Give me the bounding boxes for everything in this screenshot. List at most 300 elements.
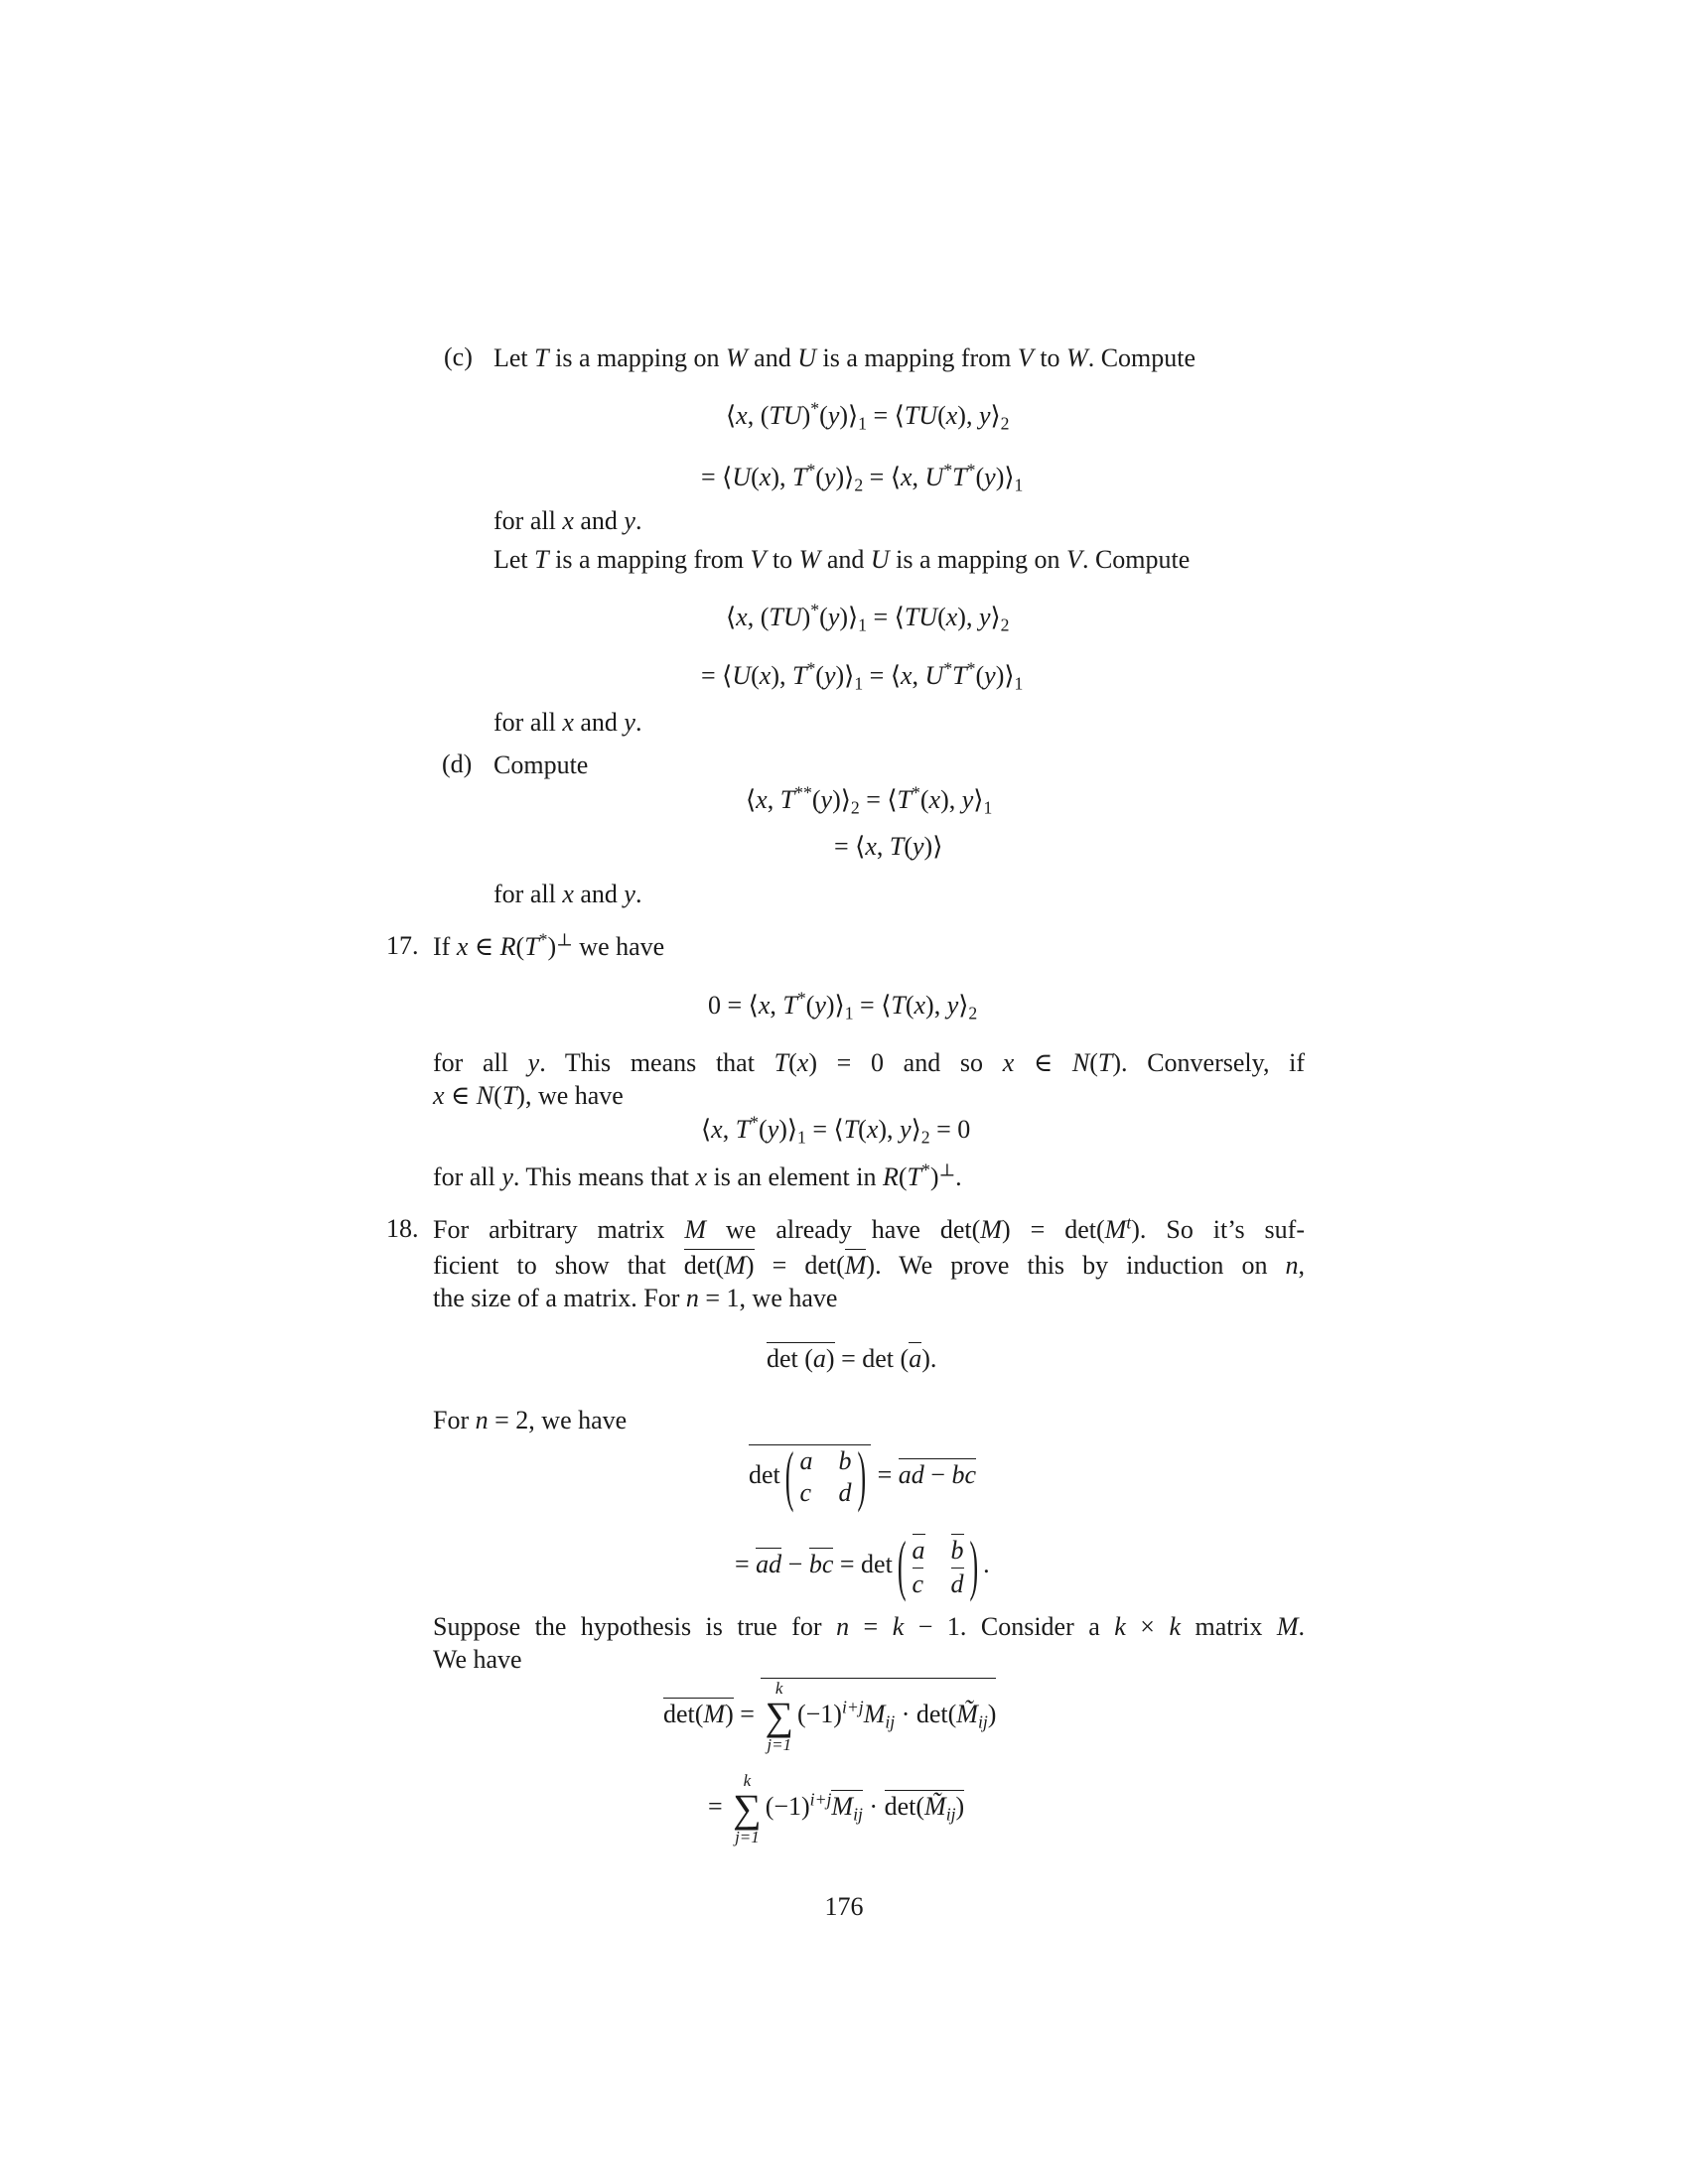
- math-text: y: [823, 661, 836, 690]
- left-paren: (: [897, 1528, 907, 1603]
- math-text: = ⟨: [701, 661, 733, 690]
- math-text: (: [937, 603, 946, 631]
- math-text: (: [751, 463, 760, 491]
- math-text: y: [820, 785, 833, 814]
- math-text: T: [843, 1115, 859, 1144]
- math-text: ): [547, 932, 557, 961]
- sum-upper-limit: k: [743, 1771, 752, 1790]
- math-text: = ⟨: [853, 991, 892, 1020]
- math-text: TU: [769, 401, 802, 430]
- math-text: y: [913, 832, 924, 861]
- math-text: (: [815, 661, 824, 690]
- math-text: we already have det(: [706, 1215, 981, 1244]
- math-text: x: [914, 991, 926, 1020]
- math-text: ⊥: [938, 1160, 956, 1180]
- overline-group: [756, 1548, 769, 1579]
- for-all-text: [493, 879, 641, 910]
- math-text: ∈: [444, 1081, 477, 1110]
- math-text: = ⟨: [867, 401, 905, 430]
- overline-group: [951, 1534, 964, 1566]
- overline-group: [769, 1548, 781, 1579]
- math-text: (d): [442, 750, 473, 778]
- math-text: y: [624, 506, 635, 535]
- math-text: .: [1298, 1612, 1306, 1641]
- math-text: (−1): [765, 1791, 810, 1821]
- math-text: V: [750, 545, 767, 574]
- math-text: ⊥: [556, 929, 573, 950]
- math-text: T: [791, 463, 807, 491]
- math-text: M: [724, 1251, 746, 1280]
- part-c-intro: [493, 342, 1196, 374]
- overline-group: [884, 1790, 965, 1825]
- math-text: )⟩: [825, 991, 845, 1020]
- math-text: y: [900, 1115, 912, 1144]
- math-text: )⟩: [839, 401, 859, 430]
- math-text: , (: [747, 603, 770, 631]
- math-text: d: [950, 1570, 964, 1598]
- math-text: · det(: [895, 1699, 957, 1728]
- math-text: ),: [925, 991, 947, 1020]
- overline-group: [809, 1548, 822, 1579]
- math-text: ,: [722, 1115, 736, 1144]
- math-text: T: [774, 1048, 789, 1077]
- math-text: *: [966, 460, 976, 480]
- math-text: x: [736, 603, 748, 631]
- math-text: ,: [912, 661, 925, 690]
- math-text: Let: [493, 343, 535, 372]
- overline-group: [663, 1698, 734, 1729]
- equation-1: [726, 400, 1010, 432]
- problem-17-intro: [433, 931, 664, 963]
- math-text: )⟩: [839, 603, 859, 631]
- math-text: x: [866, 1115, 879, 1144]
- for-all-text: [493, 707, 641, 739]
- math-text: x: [562, 880, 574, 908]
- math-text: a: [799, 1446, 813, 1475]
- math-text: ): [825, 1344, 835, 1373]
- math-text: ,: [770, 991, 783, 1020]
- math-text: x: [736, 401, 748, 430]
- math-text: (: [751, 661, 760, 690]
- math-text: (c): [444, 342, 473, 371]
- math-text: = det: [833, 1549, 893, 1578]
- math-text: ∈: [468, 932, 500, 961]
- matrix-entry: [838, 1478, 851, 1508]
- math-text: x: [1002, 1048, 1015, 1077]
- math-text: M: [1276, 1612, 1299, 1641]
- math-text: and: [573, 880, 625, 908]
- math-text: 2: [850, 797, 860, 818]
- math-text: (: [975, 463, 985, 491]
- math-text: and: [573, 506, 625, 535]
- for-all-text: [493, 505, 641, 537]
- math-text: det (: [767, 1344, 813, 1373]
- math-text: (: [788, 1048, 797, 1077]
- math-text: T: [524, 932, 539, 961]
- math-text: ·: [862, 1791, 885, 1821]
- math-text: = 0: [929, 1115, 971, 1144]
- math-text: T: [779, 785, 795, 814]
- math-text: y: [527, 1048, 540, 1077]
- matrix: [783, 1438, 868, 1514]
- math-text: M: [831, 1791, 854, 1821]
- problem-18-text-3: [433, 1283, 837, 1314]
- sigma-symbol: ∑: [733, 1786, 762, 1831]
- math-text: b: [950, 1536, 964, 1565]
- math-text: ⟨: [746, 785, 757, 814]
- math-text: )⟩: [835, 463, 855, 491]
- math-text: TU: [904, 603, 938, 631]
- overline-group: [822, 1548, 834, 1579]
- math-text: U: [732, 463, 752, 491]
- math-text: ): [801, 401, 811, 430]
- math-text: for all: [433, 1048, 528, 1077]
- math-text: y: [984, 463, 996, 491]
- math-text: a: [812, 1344, 826, 1373]
- math-text: ).: [921, 1344, 937, 1373]
- math-text: x: [433, 1081, 445, 1110]
- math-text: (: [819, 603, 828, 631]
- math-text: a: [909, 1344, 922, 1373]
- math-text: ficient to show that: [433, 1251, 684, 1280]
- math-text: y: [827, 603, 840, 631]
- math-text: y: [978, 603, 991, 631]
- math-text: y: [978, 401, 991, 430]
- sum-lower-limit: j=1: [767, 1735, 792, 1754]
- math-text: b: [838, 1446, 852, 1475]
- math-text: *: [538, 929, 548, 950]
- problem-18-text-4: [433, 1405, 627, 1436]
- math-text: (: [975, 661, 985, 690]
- math-text: =: [871, 1459, 899, 1489]
- math-text: (: [937, 401, 946, 430]
- math-text: y: [624, 880, 635, 908]
- math-text: is an element in: [707, 1162, 883, 1191]
- math-text: V: [1017, 343, 1034, 372]
- math-text: (: [815, 463, 824, 491]
- math-text: y: [823, 463, 836, 491]
- math-text: ⟩: [990, 401, 1001, 430]
- math-text: ),: [771, 463, 792, 491]
- math-text: *: [810, 398, 820, 419]
- math-text: (: [905, 991, 914, 1020]
- math-text: *: [912, 782, 920, 803]
- math-text: n: [475, 1406, 489, 1434]
- math-text: .: [634, 506, 642, 535]
- math-text: T: [735, 1115, 751, 1144]
- left-paren: (: [784, 1438, 794, 1514]
- math-text: y: [501, 1162, 513, 1191]
- math-text: (: [858, 1115, 867, 1144]
- math-text: ),: [957, 401, 979, 430]
- math-text: ) = 0 and so: [808, 1048, 1003, 1077]
- math-text: ),: [957, 603, 979, 631]
- math-text: *: [966, 658, 976, 679]
- math-text: det(: [663, 1699, 704, 1728]
- equation-4: [701, 660, 1023, 692]
- math-text: bc: [951, 1459, 976, 1489]
- math-text: is a mapping from: [816, 343, 1018, 372]
- math-text: b: [808, 1549, 822, 1578]
- math-text: .: [983, 1549, 990, 1578]
- math-text: .: [634, 880, 642, 908]
- math-text: .: [955, 1162, 962, 1191]
- math-text: 18.: [386, 1214, 419, 1243]
- math-text: 1: [844, 1003, 854, 1024]
- math-text: y: [624, 708, 635, 737]
- math-text: x: [865, 832, 877, 861]
- problem-18-text-6: [433, 1644, 522, 1676]
- math-text: ad: [898, 1459, 924, 1489]
- math-text: = ⟨: [805, 1115, 844, 1144]
- overline-group: [951, 1568, 964, 1599]
- math-text: for all: [493, 506, 563, 535]
- math-text: ,: [767, 785, 780, 814]
- math-text: ⟩: [958, 991, 969, 1020]
- math-text: (: [1089, 1048, 1098, 1077]
- math-text: (: [898, 1162, 908, 1191]
- math-text: x: [756, 785, 768, 814]
- math-text: 17.: [386, 931, 419, 960]
- math-text: T: [952, 463, 967, 491]
- math-text: ). So it’s suf-: [1131, 1215, 1305, 1244]
- math-text: T: [891, 991, 906, 1020]
- math-text: n: [836, 1612, 850, 1641]
- math-text: (: [919, 785, 929, 814]
- equation-7: [708, 990, 977, 1022]
- problem-17-text-1: [433, 1047, 1305, 1079]
- math-text: y: [814, 991, 826, 1020]
- math-text: T: [534, 343, 549, 372]
- math-text: a: [912, 1536, 925, 1565]
- math-text: T: [782, 991, 797, 1020]
- math-text: x: [695, 1162, 708, 1191]
- matrix-entry: [951, 1534, 964, 1566]
- overline-group: [767, 1342, 835, 1374]
- math-text: a: [756, 1549, 770, 1578]
- overline-group: [909, 1342, 921, 1374]
- math-text: and: [747, 343, 798, 372]
- math-text: =: [708, 1791, 730, 1821]
- math-text: ⟨: [726, 603, 737, 631]
- math-text: ): [745, 1251, 755, 1280]
- math-text: = ⟨: [701, 463, 733, 491]
- math-text: (: [904, 832, 913, 861]
- math-text: k: [1169, 1612, 1181, 1641]
- equation-3: [726, 602, 1010, 633]
- math-text: )⟩: [832, 785, 851, 814]
- matrix-entry: [913, 1534, 925, 1566]
- math-text: x: [759, 661, 772, 690]
- math-text: ): [955, 1791, 965, 1821]
- math-text: c: [799, 1478, 811, 1507]
- right-paren: ): [969, 1528, 979, 1603]
- math-text: We have: [433, 1645, 522, 1674]
- math-text: ,: [912, 463, 925, 491]
- math-text: *: [796, 988, 806, 1009]
- right-paren: ): [857, 1438, 867, 1514]
- math-text: . Compute: [1081, 545, 1191, 574]
- math-text: **: [794, 782, 812, 803]
- problem-18-text-2: [433, 1249, 1305, 1282]
- math-text: T: [897, 785, 912, 814]
- math-text: ): [801, 603, 811, 631]
- math-text: T: [534, 545, 549, 574]
- math-text: )⟩: [995, 661, 1015, 690]
- math-text: t: [1126, 1212, 1132, 1233]
- math-text: 1: [983, 797, 993, 818]
- math-text: Let: [493, 545, 535, 574]
- overline-group: [684, 1249, 755, 1281]
- equation-12: [663, 1678, 996, 1753]
- math-text: = det (: [834, 1344, 910, 1373]
- equation-5: [746, 784, 992, 816]
- math-text: For: [433, 1406, 476, 1434]
- math-text: x: [758, 991, 771, 1020]
- math-text: for all: [493, 708, 563, 737]
- math-text: ). We prove this by induction on: [866, 1251, 1286, 1280]
- math-text: d: [769, 1549, 782, 1578]
- part-d-intro: [493, 750, 588, 781]
- equation-13: [708, 1772, 964, 1845]
- math-text: , (: [747, 401, 770, 430]
- math-text: to: [766, 545, 799, 574]
- math-text: N: [1071, 1048, 1090, 1077]
- math-text: ),: [940, 785, 962, 814]
- math-text: −: [923, 1459, 952, 1489]
- math-text: = 1, we have: [698, 1284, 838, 1312]
- math-text: (: [805, 991, 815, 1020]
- math-text: y: [767, 1115, 779, 1144]
- math-text: 1: [797, 1127, 806, 1148]
- matrix: [896, 1528, 980, 1603]
- problem-18-text-1: [433, 1214, 1305, 1246]
- math-text: M: [684, 1215, 707, 1244]
- math-text: (: [819, 401, 828, 430]
- math-text: y: [961, 785, 974, 814]
- math-text: )⟩: [995, 463, 1015, 491]
- math-text: N: [476, 1081, 494, 1110]
- math-text: R: [499, 932, 516, 961]
- math-text: we have: [572, 932, 665, 961]
- math-text: Compute: [493, 751, 589, 779]
- math-text: . This means that: [539, 1048, 774, 1077]
- math-text: ⟨: [726, 401, 737, 430]
- math-text: T: [907, 1162, 922, 1191]
- math-text: 0 = ⟨: [708, 991, 759, 1020]
- equation-6: [834, 831, 942, 863]
- math-text: c: [821, 1549, 834, 1578]
- overline-group: [749, 1438, 871, 1514]
- math-text: T: [1097, 1048, 1113, 1077]
- overline-group: [913, 1568, 924, 1599]
- page-number: 176: [824, 1892, 864, 1921]
- math-text: *: [943, 460, 953, 480]
- math-text: det(: [683, 1251, 725, 1280]
- math-text: ) = det(: [1001, 1215, 1105, 1244]
- sigma-symbol: ∑: [765, 1694, 793, 1738]
- math-text: = ⟨: [863, 463, 901, 491]
- math-text: (: [811, 785, 821, 814]
- matrix-entry: [951, 1568, 964, 1599]
- equation-8: [701, 1114, 970, 1146]
- math-text: V: [1066, 545, 1082, 574]
- math-text: ,: [1298, 1251, 1306, 1280]
- math-text: TU: [904, 401, 938, 430]
- math-text: 2: [968, 1003, 978, 1024]
- math-text: *: [943, 658, 953, 679]
- math-text: −: [781, 1549, 809, 1578]
- math-text: = ⟨: [834, 832, 866, 861]
- math-text: M̃: [924, 1791, 946, 1821]
- matrix-entry: [838, 1446, 851, 1476]
- math-text: x: [711, 1115, 723, 1144]
- problem-17-label: [386, 931, 419, 961]
- math-text: W: [798, 545, 821, 574]
- math-text: for all: [433, 1162, 502, 1191]
- math-text: ij: [945, 1804, 956, 1825]
- math-text: ): [987, 1699, 997, 1728]
- matrix-entry: [913, 1568, 925, 1599]
- math-text: ⟩: [973, 785, 984, 814]
- math-text: = 2, we have: [488, 1406, 628, 1434]
- math-text: U: [924, 463, 944, 491]
- math-text: .: [634, 708, 642, 737]
- math-text: ij: [977, 1711, 988, 1732]
- math-text: 1: [858, 614, 868, 635]
- math-text: U: [870, 545, 890, 574]
- math-text: ). Conversely, if: [1112, 1048, 1306, 1077]
- math-text: x: [945, 603, 958, 631]
- math-text: M: [863, 1699, 886, 1728]
- math-text: 1: [1014, 673, 1024, 694]
- math-text: 2: [854, 475, 864, 495]
- math-text: c: [912, 1570, 924, 1598]
- overline-group: [913, 1534, 925, 1566]
- overline-group: [845, 1249, 867, 1281]
- math-text: ×: [1125, 1612, 1170, 1641]
- math-text: M: [1104, 1215, 1127, 1244]
- part-c-intro-2: [493, 544, 1190, 576]
- math-text: *: [750, 1112, 760, 1133]
- matrix-entries: [909, 1534, 968, 1599]
- math-text: ∈: [1014, 1048, 1072, 1077]
- math-text: k: [892, 1612, 905, 1641]
- item-label-d: [442, 750, 472, 779]
- math-text: for all: [493, 880, 563, 908]
- math-text: =: [735, 1549, 757, 1578]
- math-text: det(: [884, 1791, 925, 1821]
- problem-17-text-2: [433, 1080, 624, 1112]
- problem-18-label: [386, 1214, 419, 1244]
- math-text: *: [806, 460, 816, 480]
- math-text: i+j: [809, 1789, 832, 1810]
- math-text: x: [759, 463, 772, 491]
- math-text: . This means that: [512, 1162, 696, 1191]
- math-text: ij: [853, 1804, 863, 1825]
- equation-11: [735, 1528, 990, 1603]
- math-text: If: [433, 932, 457, 961]
- math-text: *: [921, 1160, 930, 1180]
- math-text: n: [685, 1284, 699, 1312]
- math-text: = ⟨: [863, 661, 901, 690]
- math-text: ), we have: [516, 1081, 624, 1110]
- sum-upper-limit: k: [774, 1679, 783, 1698]
- math-text: U: [732, 661, 752, 690]
- math-text: (: [759, 1115, 768, 1144]
- math-text: M: [980, 1215, 1002, 1244]
- math-text: 2: [1000, 413, 1010, 434]
